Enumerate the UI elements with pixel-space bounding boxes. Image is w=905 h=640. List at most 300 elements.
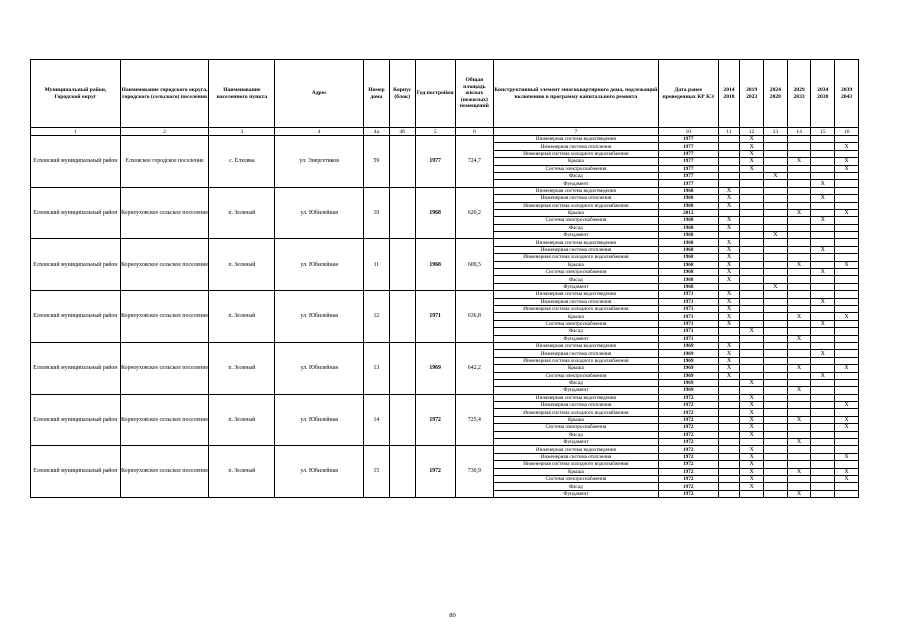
period-mark-cell — [811, 239, 835, 246]
district-cell: Елховский муниципальный район — [31, 187, 121, 239]
period-mark-cell — [764, 195, 788, 202]
element-cell: Система электроснабжения — [493, 372, 658, 379]
period-mark-cell — [835, 342, 859, 349]
period-mark-cell — [718, 328, 740, 335]
element-cell: Инженерная система водоотведения — [493, 187, 658, 194]
element-cell: Крыша — [493, 313, 658, 320]
element-cell: Фундамент — [493, 232, 658, 239]
period-mark-cell — [764, 424, 788, 431]
prior-repair-date-cell: 1977 — [658, 172, 718, 179]
period-mark-cell — [740, 439, 764, 446]
street-cell: ул. Юбилейная — [275, 239, 364, 291]
district-cell: Елховский муниципальный район — [31, 394, 121, 446]
period-mark-cell: X — [740, 475, 764, 482]
street-cell: ул. Юбилейная — [275, 446, 364, 498]
period-mark-cell: X — [835, 365, 859, 372]
prior-repair-date-cell: 1968 — [658, 195, 718, 202]
column-header: 2024 2028 — [764, 60, 788, 128]
period-mark-cell — [764, 335, 788, 342]
period-mark-cell: X — [835, 416, 859, 423]
period-mark-cell: X — [740, 416, 764, 423]
element-cell: Система электроснабжения — [493, 217, 658, 224]
street-cell: ул. Юбилейная — [275, 342, 364, 394]
block-cell — [389, 291, 415, 343]
period-mark-cell — [787, 453, 811, 460]
period-mark-cell: X — [740, 165, 764, 172]
prior-repair-date-cell: 1968 — [658, 232, 718, 239]
period-mark-cell: X — [740, 402, 764, 409]
house-number-cell: 10 — [364, 187, 390, 239]
period-mark-cell — [811, 409, 835, 416]
period-mark-cell — [811, 172, 835, 179]
element-cell: Крыша — [493, 158, 658, 165]
column-number: 2 — [120, 128, 209, 136]
prior-repair-date-cell: 1968 — [658, 217, 718, 224]
block-cell — [389, 136, 415, 188]
column-number: 14 — [787, 128, 811, 136]
period-mark-cell — [764, 305, 788, 312]
period-mark-cell — [787, 276, 811, 283]
period-mark-cell — [718, 453, 740, 460]
period-mark-cell: X — [718, 305, 740, 312]
period-mark-cell — [787, 475, 811, 482]
prior-repair-date-cell: 1968 — [658, 269, 718, 276]
period-mark-cell: X — [740, 424, 764, 431]
element-cell: Инженерная система отопления — [493, 298, 658, 305]
column-number: 13 — [764, 128, 788, 136]
period-mark-cell — [835, 446, 859, 453]
period-mark-cell — [718, 158, 740, 165]
element-cell: Система электроснабжения — [493, 320, 658, 327]
period-mark-cell — [718, 150, 740, 157]
period-mark-cell — [718, 416, 740, 423]
locality-cell: п. Зеленый — [209, 291, 275, 343]
column-number-row — [31, 128, 859, 136]
period-mark-cell: X — [835, 261, 859, 268]
period-mark-cell: X — [740, 453, 764, 460]
period-mark-cell — [811, 387, 835, 394]
period-mark-cell — [764, 291, 788, 298]
period-mark-cell — [811, 136, 835, 143]
settlement-cell: Корноуховское сельское поселение — [120, 342, 209, 394]
period-mark-cell — [787, 143, 811, 150]
period-mark-cell: X — [740, 158, 764, 165]
period-mark-cell — [740, 320, 764, 327]
period-mark-cell: X — [740, 143, 764, 150]
prior-repair-date-cell: 1969 — [658, 365, 718, 372]
prior-repair-date-cell: 1969 — [658, 357, 718, 364]
period-mark-cell: X — [835, 209, 859, 216]
column-number: 4б — [389, 128, 415, 136]
period-mark-cell — [835, 431, 859, 438]
period-mark-cell — [811, 357, 835, 364]
period-mark-cell — [835, 372, 859, 379]
period-mark-cell — [764, 379, 788, 386]
column-header: 2014 2018 — [718, 60, 740, 128]
prior-repair-date-cell: 1972 — [658, 409, 718, 416]
prior-repair-date-cell: 1977 — [658, 143, 718, 150]
element-cell: Крыша — [493, 365, 658, 372]
period-mark-cell — [811, 202, 835, 209]
period-mark-cell — [787, 379, 811, 386]
period-mark-cell — [835, 291, 859, 298]
period-mark-cell — [764, 431, 788, 438]
period-mark-cell: X — [835, 453, 859, 460]
element-cell: Инженерная система водоотведения — [493, 342, 658, 349]
element-cell: Инженерная система отопления — [493, 195, 658, 202]
period-mark-cell — [718, 335, 740, 342]
period-mark-cell: X — [718, 342, 740, 349]
period-mark-cell — [718, 483, 740, 490]
area-cell: 620,2 — [455, 187, 493, 239]
period-mark-cell — [718, 379, 740, 386]
column-number: 4 — [275, 128, 364, 136]
period-mark-cell — [811, 335, 835, 342]
column-number: 12 — [740, 128, 764, 136]
street-cell: ул. Юбилейная — [275, 187, 364, 239]
period-mark-cell — [835, 224, 859, 231]
period-mark-cell: X — [718, 254, 740, 261]
prior-repair-date-cell: 1972 — [658, 490, 718, 497]
period-mark-cell: X — [787, 416, 811, 423]
period-mark-cell: X — [740, 379, 764, 386]
prior-repair-date-cell: 1972 — [658, 483, 718, 490]
column-header: Корпус (блок) — [389, 60, 415, 128]
period-mark-cell — [740, 172, 764, 179]
period-mark-cell — [718, 409, 740, 416]
area-cell: 724,7 — [455, 136, 493, 188]
period-mark-cell — [787, 217, 811, 224]
period-mark-cell: X — [787, 490, 811, 497]
period-mark-cell — [764, 483, 788, 490]
period-mark-cell — [835, 461, 859, 468]
period-mark-cell — [764, 350, 788, 357]
period-mark-cell — [764, 158, 788, 165]
prior-repair-date-cell: 1972 — [658, 475, 718, 482]
period-mark-cell: X — [718, 298, 740, 305]
period-mark-cell — [787, 461, 811, 468]
prior-repair-date-cell: 1977 — [658, 165, 718, 172]
period-mark-cell — [718, 232, 740, 239]
prior-repair-date-cell: 1968 — [658, 246, 718, 253]
column-number: 3 — [209, 128, 275, 136]
period-mark-cell — [740, 372, 764, 379]
period-mark-cell — [718, 446, 740, 453]
column-header: 2034 2038 — [811, 60, 835, 128]
period-mark-cell: X — [835, 475, 859, 482]
period-mark-cell: X — [718, 217, 740, 224]
element-cell: Инженерная система холодного водоснабжения — [493, 461, 658, 468]
period-mark-cell — [787, 357, 811, 364]
period-mark-cell — [764, 394, 788, 401]
table-row — [31, 342, 859, 349]
period-mark-cell — [787, 342, 811, 349]
element-cell: Фундамент — [493, 387, 658, 394]
block-cell — [389, 394, 415, 446]
build-year-cell: 1968 — [415, 239, 455, 291]
prior-repair-date-cell: 1977 — [658, 158, 718, 165]
column-header: Общая площадь жилых (нежилых) помещений — [455, 60, 493, 128]
period-mark-cell — [787, 150, 811, 157]
prior-repair-date-cell: 1972 — [658, 468, 718, 475]
period-mark-cell — [764, 269, 788, 276]
period-mark-cell — [764, 342, 788, 349]
period-mark-cell — [764, 187, 788, 194]
period-mark-cell — [811, 490, 835, 497]
period-mark-cell — [740, 276, 764, 283]
period-mark-cell — [811, 416, 835, 423]
district-cell: Елховский муниципальный район — [31, 342, 121, 394]
block-cell — [389, 239, 415, 291]
period-mark-cell — [740, 365, 764, 372]
period-mark-cell: X — [718, 365, 740, 372]
period-mark-cell — [718, 172, 740, 179]
district-cell: Елховский муниципальный район — [31, 291, 121, 343]
period-mark-cell — [811, 475, 835, 482]
period-mark-cell — [787, 446, 811, 453]
period-mark-cell — [718, 209, 740, 216]
district-cell: Елховский муниципальный район — [31, 239, 121, 291]
period-mark-cell — [764, 165, 788, 172]
period-mark-cell — [740, 209, 764, 216]
period-mark-cell: X — [787, 313, 811, 320]
period-mark-cell — [811, 431, 835, 438]
period-mark-cell: X — [764, 283, 788, 290]
period-mark-cell: X — [718, 269, 740, 276]
element-cell: Фасад — [493, 379, 658, 386]
table-row — [31, 446, 859, 453]
period-mark-cell — [718, 394, 740, 401]
period-mark-cell — [811, 254, 835, 261]
period-mark-cell — [740, 180, 764, 187]
period-mark-cell — [835, 394, 859, 401]
period-mark-cell: X — [718, 320, 740, 327]
element-cell: Система электроснабжения — [493, 165, 658, 172]
district-cell: Елховский муниципальный район — [31, 446, 121, 498]
period-mark-cell — [811, 143, 835, 150]
area-cell: 609,5 — [455, 239, 493, 291]
period-mark-cell — [740, 232, 764, 239]
period-mark-cell — [811, 291, 835, 298]
prior-repair-date-cell: 1968 — [658, 261, 718, 268]
period-mark-cell — [718, 136, 740, 143]
element-cell: Инженерная система холодного водоснабжения — [493, 357, 658, 364]
period-mark-cell — [764, 461, 788, 468]
block-cell — [389, 342, 415, 394]
period-mark-cell: X — [740, 394, 764, 401]
period-mark-cell — [811, 379, 835, 386]
period-mark-cell — [764, 246, 788, 253]
element-cell: Крыша — [493, 468, 658, 475]
period-mark-cell — [835, 269, 859, 276]
prior-repair-date-cell: 1971 — [658, 328, 718, 335]
table-row — [31, 239, 859, 246]
element-cell: Инженерная система холодного водоснабжения — [493, 409, 658, 416]
period-mark-cell — [764, 239, 788, 246]
column-number: 16 — [835, 128, 859, 136]
period-mark-cell — [835, 409, 859, 416]
prior-repair-date-cell: 1972 — [658, 431, 718, 438]
period-mark-cell — [811, 224, 835, 231]
column-header: Муниципальный район, Городской округ — [31, 60, 121, 128]
prior-repair-date-cell: 1968 — [658, 276, 718, 283]
period-mark-cell — [811, 232, 835, 239]
period-mark-cell — [787, 350, 811, 357]
column-header: Адрес — [275, 60, 364, 128]
period-mark-cell — [811, 313, 835, 320]
period-mark-cell — [787, 246, 811, 253]
area-cell: 642,2 — [455, 342, 493, 394]
period-mark-cell: X — [718, 313, 740, 320]
locality-cell: п. Зеленый — [209, 446, 275, 498]
period-mark-cell: X — [718, 261, 740, 268]
period-mark-cell: X — [811, 195, 835, 202]
prior-repair-date-cell: 1968 — [658, 187, 718, 194]
element-cell: Фундамент — [493, 180, 658, 187]
element-cell: Фундамент — [493, 283, 658, 290]
period-mark-cell: X — [835, 424, 859, 431]
column-number: 4а — [364, 128, 390, 136]
period-mark-cell: X — [740, 461, 764, 468]
period-mark-cell: X — [764, 172, 788, 179]
period-mark-cell — [718, 143, 740, 150]
prior-repair-date-cell: 1972 — [658, 446, 718, 453]
period-mark-cell — [835, 350, 859, 357]
period-mark-cell — [787, 239, 811, 246]
period-mark-cell: X — [787, 209, 811, 216]
period-mark-cell — [764, 224, 788, 231]
element-cell: Инженерная система водоотведения — [493, 136, 658, 143]
build-year-cell: 1972 — [415, 394, 455, 446]
period-mark-cell — [835, 305, 859, 312]
prior-repair-date-cell: 1977 — [658, 150, 718, 157]
prior-repair-date-cell: 1968 — [658, 254, 718, 261]
period-mark-cell — [764, 475, 788, 482]
period-mark-cell: X — [740, 483, 764, 490]
build-year-cell: 1977 — [415, 136, 455, 188]
period-mark-cell — [764, 439, 788, 446]
street-cell: ул. Энергетиков — [275, 136, 364, 188]
period-mark-cell — [835, 202, 859, 209]
period-mark-cell — [835, 379, 859, 386]
period-mark-cell — [787, 328, 811, 335]
prior-repair-date-cell: 1969 — [658, 350, 718, 357]
period-mark-cell — [811, 483, 835, 490]
period-mark-cell — [718, 180, 740, 187]
house-number-cell: 11 — [364, 239, 390, 291]
element-cell: Фасад — [493, 224, 658, 231]
period-mark-cell — [764, 372, 788, 379]
period-mark-cell — [787, 372, 811, 379]
area-cell: 725,4 — [455, 394, 493, 446]
column-number: 5 — [415, 128, 455, 136]
prior-repair-date-cell: 1968 — [658, 239, 718, 246]
period-mark-cell — [764, 328, 788, 335]
period-mark-cell — [835, 320, 859, 327]
period-mark-cell — [835, 254, 859, 261]
period-mark-cell: X — [740, 431, 764, 438]
period-mark-cell: X — [718, 372, 740, 379]
period-mark-cell — [787, 172, 811, 179]
column-number: 6 — [455, 128, 493, 136]
prior-repair-date-cell: 1968 — [658, 202, 718, 209]
locality-cell: п. Зеленый — [209, 239, 275, 291]
period-mark-cell: X — [811, 320, 835, 327]
element-cell: Система электроснабжения — [493, 424, 658, 431]
period-mark-cell — [740, 291, 764, 298]
period-mark-cell — [764, 276, 788, 283]
period-mark-cell — [811, 276, 835, 283]
period-mark-cell: X — [764, 232, 788, 239]
period-mark-cell: X — [811, 217, 835, 224]
period-mark-cell — [718, 461, 740, 468]
period-mark-cell — [764, 409, 788, 416]
locality-cell: с. Елховка — [209, 136, 275, 188]
period-mark-cell — [835, 276, 859, 283]
period-mark-cell — [764, 180, 788, 187]
period-mark-cell — [835, 246, 859, 253]
element-cell: Фундамент — [493, 490, 658, 497]
period-mark-cell: X — [718, 187, 740, 194]
period-mark-cell — [835, 172, 859, 179]
period-mark-cell — [811, 461, 835, 468]
element-cell: Инженерная система отопления — [493, 246, 658, 253]
table-header — [31, 60, 859, 136]
prior-repair-date-cell: 1969 — [658, 379, 718, 386]
period-mark-cell — [740, 261, 764, 268]
period-mark-cell: X — [811, 180, 835, 187]
column-number: 1 — [31, 128, 121, 136]
prior-repair-date-cell: 1969 — [658, 372, 718, 379]
column-header: 2029 2033 — [787, 60, 811, 128]
period-mark-cell — [787, 424, 811, 431]
table-body — [31, 136, 859, 498]
period-mark-cell — [740, 269, 764, 276]
period-mark-cell — [787, 195, 811, 202]
settlement-cell: Корноуховское сельское поселение — [120, 187, 209, 239]
period-mark-cell: X — [811, 350, 835, 357]
period-mark-cell — [764, 320, 788, 327]
period-mark-cell — [787, 409, 811, 416]
period-mark-cell — [718, 439, 740, 446]
period-mark-cell — [835, 217, 859, 224]
period-mark-cell — [718, 475, 740, 482]
period-mark-cell — [811, 165, 835, 172]
period-mark-cell — [787, 180, 811, 187]
period-mark-cell — [764, 357, 788, 364]
period-mark-cell: X — [787, 335, 811, 342]
period-mark-cell: X — [835, 402, 859, 409]
period-mark-cell — [787, 283, 811, 290]
period-mark-cell: X — [835, 165, 859, 172]
period-mark-cell — [740, 217, 764, 224]
settlement-cell: Елховское городское поселение — [120, 136, 209, 188]
period-mark-cell — [787, 136, 811, 143]
prior-repair-date-cell: 1972 — [658, 424, 718, 431]
prior-repair-date-cell: 1977 — [658, 180, 718, 187]
house-number-cell: 15 — [364, 446, 390, 498]
prior-repair-date-cell: 1971 — [658, 305, 718, 312]
settlement-cell: Корноуховское сельское поселение — [120, 394, 209, 446]
prior-repair-date-cell: 1971 — [658, 335, 718, 342]
period-mark-cell — [718, 490, 740, 497]
prior-repair-date-cell: 2012 — [658, 209, 718, 216]
column-number: 10 — [658, 128, 718, 136]
column-number: 7 — [493, 128, 658, 136]
prior-repair-date-cell: 1969 — [658, 387, 718, 394]
period-mark-cell — [764, 209, 788, 216]
period-mark-cell — [764, 402, 788, 409]
